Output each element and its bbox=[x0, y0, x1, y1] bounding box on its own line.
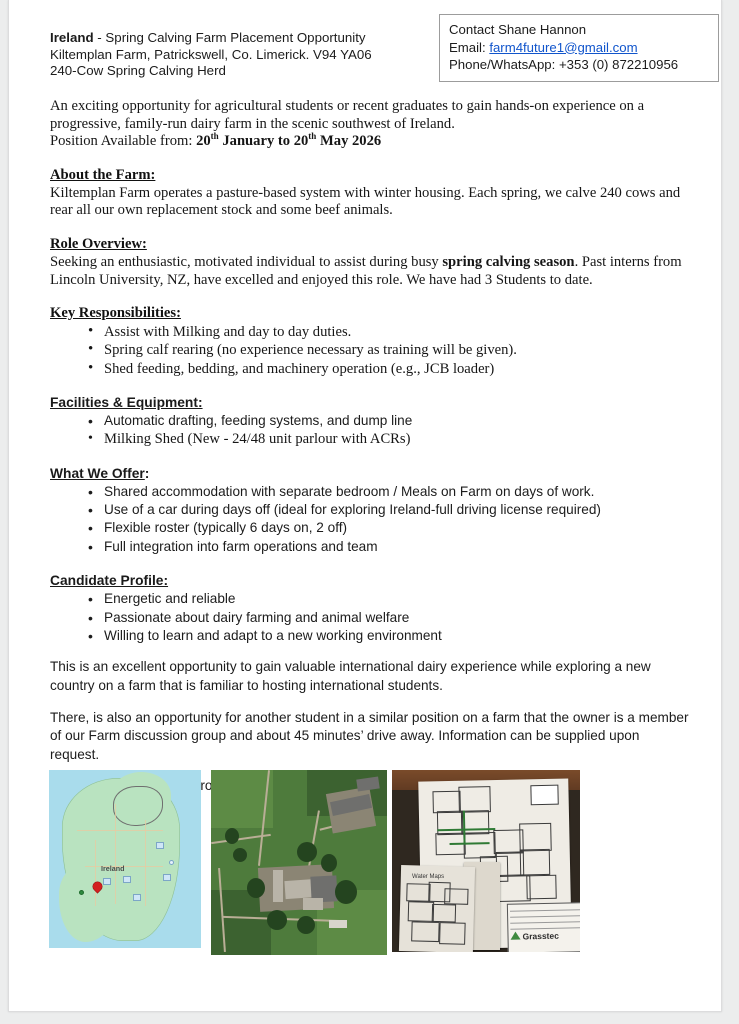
grasstec-maps-image bbox=[392, 770, 580, 952]
position-start-sup: th bbox=[210, 131, 219, 142]
paddock-outline bbox=[432, 904, 456, 923]
role-post: . Past interns from bbox=[574, 253, 682, 270]
position-label: Position Available from: bbox=[50, 133, 197, 150]
paddock-outline bbox=[406, 883, 430, 902]
farm-tree bbox=[247, 878, 265, 898]
contact-phone: Phone/WhatsApp: +353 (0) 872210956 bbox=[449, 57, 679, 72]
about-line-2: rear all our own replacement stock and some beef animals. bbox=[50, 202, 393, 219]
what-we-offer-heading-colon: : bbox=[144, 465, 150, 481]
title-block-row bbox=[510, 915, 580, 917]
farm-tree bbox=[335, 880, 357, 904]
intro-paragraph bbox=[50, 98, 714, 151]
what-we-offer-list bbox=[50, 483, 714, 557]
list-item: • Full integration into farm operations and team bbox=[50, 538, 714, 556]
farm-tree bbox=[233, 848, 247, 862]
role-line-2: Lincoln University, NZ, have excelled and enjoyed this role. We have had 3 Students to date. bbox=[50, 271, 593, 288]
role-overview-heading: Role Overview: bbox=[50, 235, 147, 252]
farm-building bbox=[273, 870, 283, 902]
header-line-3: 240-Cow Spring Calving Herd bbox=[50, 63, 226, 79]
contact-email-link[interactable]: farm4future1@gmail.com bbox=[489, 39, 638, 55]
role-line-1 bbox=[50, 254, 714, 272]
about-line-1: Kiltemplan Farm operates a pasture-based system with winter housing. Each spring, we calve 240 cows and bbox=[50, 184, 681, 201]
section-candidate-profile bbox=[50, 573, 714, 645]
farm-tree bbox=[297, 916, 315, 934]
list-item: • Automatic drafting, feeding systems, and dump line bbox=[50, 412, 714, 430]
map-city-dot bbox=[169, 860, 174, 865]
candidate-profile-list bbox=[50, 590, 714, 645]
about-the-farm-body bbox=[50, 185, 714, 220]
position-start-day: 20 bbox=[196, 133, 211, 150]
header-line-2: Kiltemplan Farm, Patrickswell, Co. Limerick. V94 YA06 bbox=[50, 46, 372, 62]
map-route-badge bbox=[156, 842, 164, 849]
closing-2-line-1: There, is also an opportunity for another student in a similar position on a farm that the owner is a member bbox=[50, 709, 689, 725]
farm-tree bbox=[297, 842, 317, 862]
list-item: • Use of a car during days off (ideal for exploring Ireland-full driving license required) bbox=[50, 501, 714, 519]
list-item: • Flexible roster (typically 6 days on, 2 off) bbox=[50, 519, 714, 537]
map-title-block bbox=[507, 902, 580, 952]
closing-2-line-3: request. bbox=[50, 746, 100, 762]
contact-box bbox=[439, 14, 719, 82]
paddock-outline bbox=[444, 888, 468, 905]
closing-paragraph-1 bbox=[50, 658, 714, 695]
header-line-1 bbox=[50, 30, 450, 47]
header-country: Ireland bbox=[50, 30, 94, 45]
position-end-day: 20 bbox=[293, 133, 309, 150]
candidate-profile-heading: Candidate Profile: bbox=[50, 573, 169, 589]
position-end: May 2026 bbox=[316, 133, 382, 150]
list-item: • Passionate about dairy farming and animal welfare bbox=[50, 609, 714, 627]
list-item: • Assist with Milking and day to day duties. bbox=[50, 323, 714, 341]
contact-email-label: Email: bbox=[449, 39, 490, 55]
farm-vehicle bbox=[329, 920, 347, 928]
map-road bbox=[115, 804, 116, 904]
image-strip bbox=[49, 770, 589, 960]
title-block-row bbox=[510, 921, 580, 923]
role-overview-body bbox=[50, 254, 714, 289]
paddock-outline bbox=[437, 811, 463, 836]
key-responsibilities-list bbox=[50, 323, 714, 378]
header-title-block bbox=[50, 30, 450, 80]
map-legend-box bbox=[530, 785, 558, 806]
title-block-row bbox=[510, 927, 580, 929]
map-route-badge bbox=[103, 878, 111, 885]
section-about-the-farm bbox=[50, 167, 714, 220]
document-header bbox=[50, 0, 714, 88]
header-title-rest: - Spring Calving Farm Placement Opportunity bbox=[93, 30, 366, 45]
farm-tree bbox=[267, 910, 287, 930]
role-pre: Seeking an enthusiastic, motivated individual to assist during busy bbox=[50, 253, 443, 270]
contact-name: Contact Shane Hannon bbox=[449, 22, 587, 37]
list-item: • Milking Shed (New - 24/48 unit parlour with ACRs) bbox=[50, 430, 714, 448]
booklet-title-label: Water Maps bbox=[412, 874, 445, 880]
list-item: • Energetic and reliable bbox=[50, 590, 714, 608]
farm-tree bbox=[321, 854, 337, 872]
paddock-outline bbox=[458, 786, 491, 813]
contact-email-row bbox=[449, 39, 709, 57]
farm-satellite-image bbox=[211, 770, 387, 955]
paddock-outline bbox=[461, 810, 489, 835]
intro-line-2: progressive, family-run dairy farm in the scenic southwest of Ireland. bbox=[50, 115, 455, 132]
position-available-line bbox=[50, 133, 714, 151]
facilities-equipment-list bbox=[50, 412, 714, 449]
map-route-badge bbox=[133, 894, 141, 901]
title-block-row bbox=[510, 909, 580, 911]
facilities-equipment-heading: Facilities & Equipment: bbox=[50, 394, 203, 410]
farm-building bbox=[303, 898, 323, 910]
intro-line-1: An exciting opportunity for agricultural students or recent graduates to gain hands-on experience on a bbox=[50, 98, 645, 114]
position-end-sup: th bbox=[308, 131, 317, 142]
list-item: • Spring calf rearing (no experience necessary as training will be given). bbox=[50, 341, 714, 359]
paddock-outline bbox=[526, 875, 556, 900]
document-page bbox=[8, 0, 722, 1012]
paddock-outline bbox=[520, 849, 551, 876]
section-facilities-equipment bbox=[50, 395, 714, 449]
key-responsibilities-heading: Key Responsibilities: bbox=[50, 305, 181, 322]
map-road bbox=[145, 820, 146, 906]
position-mid: January to bbox=[218, 133, 294, 150]
paddock-outline bbox=[408, 901, 435, 922]
position-dates bbox=[196, 133, 381, 149]
paddock-outline bbox=[411, 921, 440, 942]
list-item: • Shed feeding, bedding, and machinery operation (e.g., JCB loader) bbox=[50, 360, 714, 378]
map-city-dot bbox=[79, 890, 84, 895]
paddock-outline bbox=[439, 922, 466, 945]
list-item: • Willing to learn and adapt to a new working environment bbox=[50, 627, 714, 645]
section-what-we-offer bbox=[50, 466, 714, 557]
paddock-outline bbox=[519, 823, 552, 852]
closing-1-line-2: country on a farm that is familiar to hosting international students. bbox=[50, 678, 443, 694]
closing-2-line-2: of our Farm discussion group and about 45 minutes’ drive away. Information can be supplied upon bbox=[50, 728, 640, 744]
document-content bbox=[50, 0, 714, 796]
ireland-map-image bbox=[49, 770, 201, 948]
closing-1-line-1: This is an excellent opportunity to gain valuable international dairy experience while exploring a new bbox=[50, 659, 651, 675]
closing-paragraph-2 bbox=[50, 709, 714, 765]
map-country-label: Ireland bbox=[101, 864, 125, 873]
about-the-farm-heading: About the Farm: bbox=[50, 166, 156, 183]
list-item: • Shared accommodation with separate bedroom / Meals on Farm on days of work. bbox=[50, 483, 714, 501]
map-road bbox=[77, 830, 163, 831]
map-route-badge bbox=[163, 874, 171, 881]
what-we-offer-heading: What We Offer: bbox=[50, 465, 150, 481]
map-route-badge bbox=[123, 876, 131, 883]
section-role-overview bbox=[50, 236, 714, 289]
paddock-outline bbox=[463, 832, 496, 859]
grasstec-brand-label: Grasstec bbox=[522, 930, 560, 942]
role-bold-phrase: spring calving season bbox=[442, 253, 575, 270]
farm-tree bbox=[225, 828, 239, 844]
map-road bbox=[95, 840, 96, 906]
section-key-responsibilities bbox=[50, 305, 714, 378]
grasstec-logo-icon bbox=[510, 931, 520, 939]
